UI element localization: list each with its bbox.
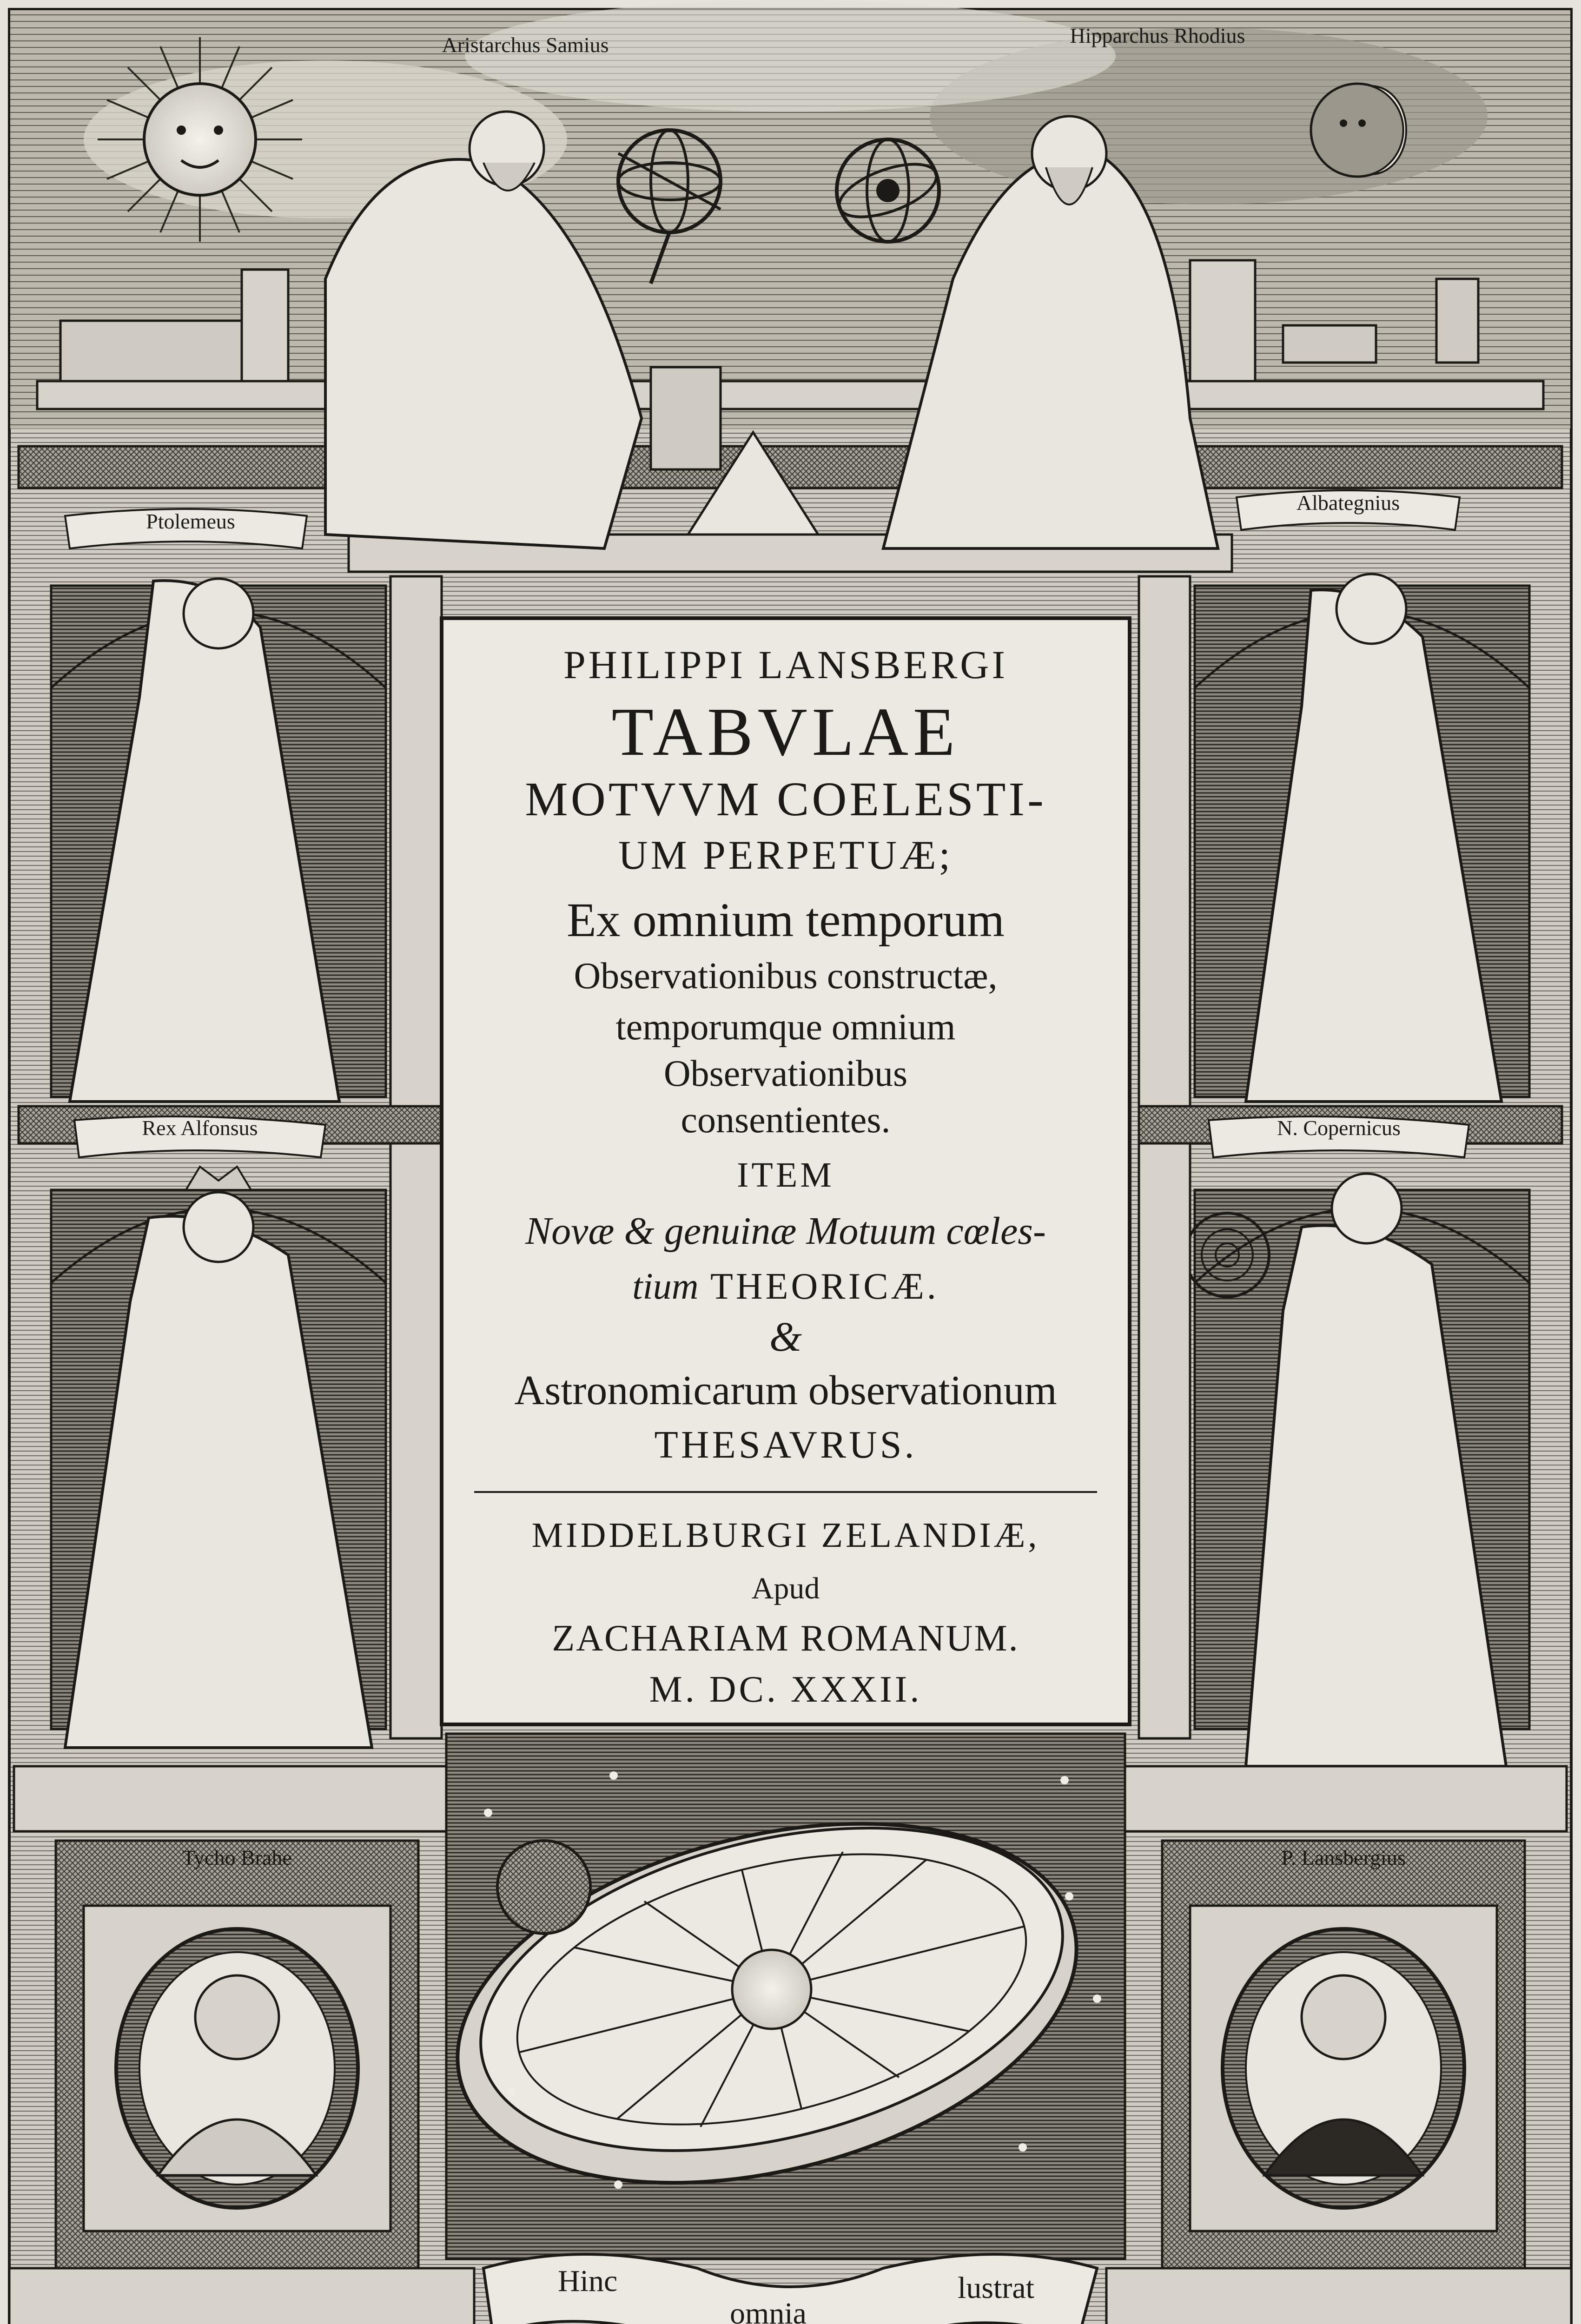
title-line-10b: THEORICÆ. <box>710 1266 939 1307</box>
title-line-3: UM PERPETUÆ; <box>618 833 953 878</box>
imprint-place: MIDDELBURGI ZELANDIÆ, <box>531 1516 1040 1555</box>
niche-upper-right <box>1195 574 1529 1102</box>
title-line-8: consentientes. <box>681 1100 891 1141</box>
title-line-6: temporumque omnium <box>615 1007 956 1048</box>
label-lansbergius: P. Lansbergius <box>1281 1846 1406 1869</box>
title-main: TABVLAE <box>611 694 960 770</box>
label-copernicus: N. Copernicus <box>1277 1116 1401 1140</box>
niche-upper-left <box>51 579 386 1102</box>
motto-word-3: lustrat <box>958 2271 1034 2305</box>
niche-lower-right <box>1185 1174 1529 1766</box>
sun-face-icon <box>732 1950 811 2029</box>
title-author: PHILIPPI LANSBERGI <box>563 642 1008 687</box>
imprint-printer: ZACHARIAM ROMANUM. <box>552 1618 1019 1659</box>
title-line-2: MOTVVM COELESTI- <box>525 772 1046 826</box>
title-line-11: Astronomicarum observationum <box>514 1367 1057 1413</box>
imprint-year: M. DC. XXXII. <box>649 1669 922 1710</box>
motto-word-1: Hinc <box>558 2264 618 2298</box>
title-item: ITEM <box>737 1155 834 1195</box>
title-block <box>442 627 1130 1715</box>
title-line-10 <box>442 1264 1130 1308</box>
label-top-right: Hipparchus Rhodius <box>1070 24 1245 47</box>
title-line-12: THESAVRUS. <box>654 1423 917 1466</box>
motto-word-2: omnia <box>730 2297 807 2324</box>
sun-icon <box>98 37 302 242</box>
title-line-10a: tium <box>632 1266 699 1307</box>
niche-lower-left <box>51 1167 386 1748</box>
title-line-5: Observationibus constructæ, <box>574 956 998 997</box>
label-tycho-brahe: Tycho Brahe <box>182 1846 292 1869</box>
label-albategnius: Albategnius <box>1296 491 1400 515</box>
label-rex-alfonsus: Rex Alfonsus <box>142 1116 258 1140</box>
title-line-9: Novæ & genuinæ Motuum cœles- <box>525 1209 1046 1253</box>
globe-icon <box>497 1841 590 1934</box>
title-ampersand: & <box>769 1314 802 1360</box>
imprint-apud: Apud <box>751 1571 820 1605</box>
moon-icon <box>1311 84 1406 177</box>
label-ptolemeus: Ptolemeus <box>146 509 235 533</box>
heliocentric-dial <box>420 1734 1125 2259</box>
title-line-4: Ex omnium temporum <box>567 893 1005 947</box>
title-line-7: Observationibus <box>663 1053 908 1094</box>
label-top-left: Aristarchus Samius <box>442 33 609 57</box>
